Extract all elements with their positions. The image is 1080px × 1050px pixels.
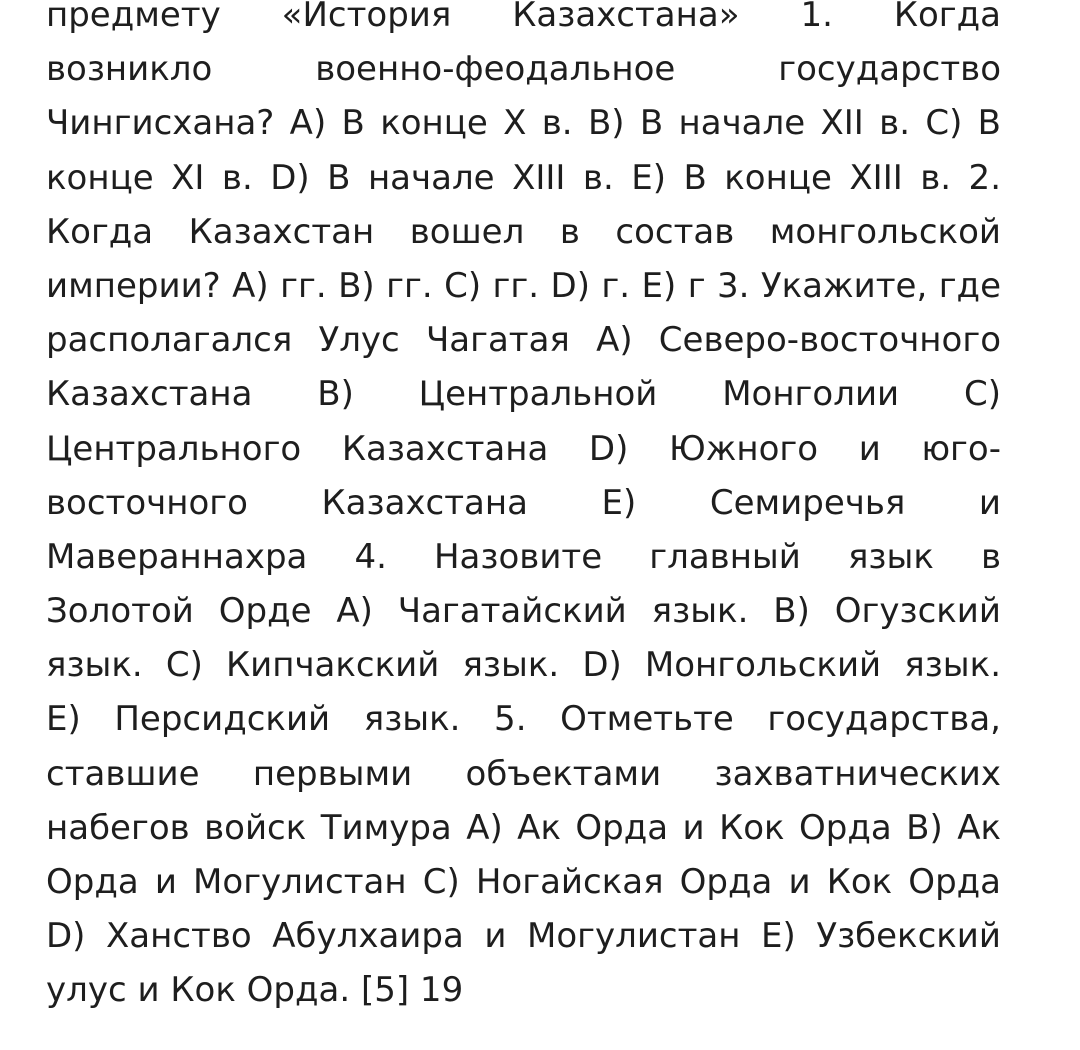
text-line: Е) Персидский язык. 5. Отметьте государства, [46,699,1001,740]
text-line: восточного Казахстана Е) Семиречья и [46,482,1001,523]
text-line: улус и Кок Орда. [5] 19 [46,970,464,1011]
text-line: ставшие первыми объектами захватнических [46,753,1001,794]
text-line: предмету «История Казахстана» 1. Когда [46,0,1001,35]
text-line: Орда и Могулистан С) Ногайская Орда и Кок Орда [46,862,1001,902]
text-line: конце XI в. D) В начале XIII в. Е) В конце XIII в. 2. [46,157,1001,198]
text-line: возникло военно-феодальное государство [46,49,1001,90]
text-line: D) Ханство Абулхаира и Могулистан Е) Узбекский [46,916,1001,957]
document-text [46,0,1001,1018]
text-line: язык. С) Кипчакский язык. D) Монгольский язык. [46,645,1001,686]
text-line: Центрального Казахстана D) Южного и юго- [46,428,1001,469]
text-line: Чингисхана? А) В конце X в. В) В начале XII в. С) В [46,103,1001,144]
text-line: набегов войск Тимура А) Ак Орда и Кок Орда В) Ак [46,807,1001,848]
text-line: Казахстана В) Центральной Монголии С) [46,374,1001,415]
text-line: располагался Улус Чагатая А) Северо-восточного [46,320,1001,361]
text-line: Золотой Орде А) Чагатайский язык. В) Огузский [46,591,1001,632]
text-line: империи? А) гг. В) гг. С) гг. D) г. Е) г 3. Укажите, где [46,265,1001,306]
text-line: Мавераннахра 4. Назовите главный язык в [46,536,1001,577]
text-line: Когда Казахстан вошел в состав монгольской [46,211,1001,252]
